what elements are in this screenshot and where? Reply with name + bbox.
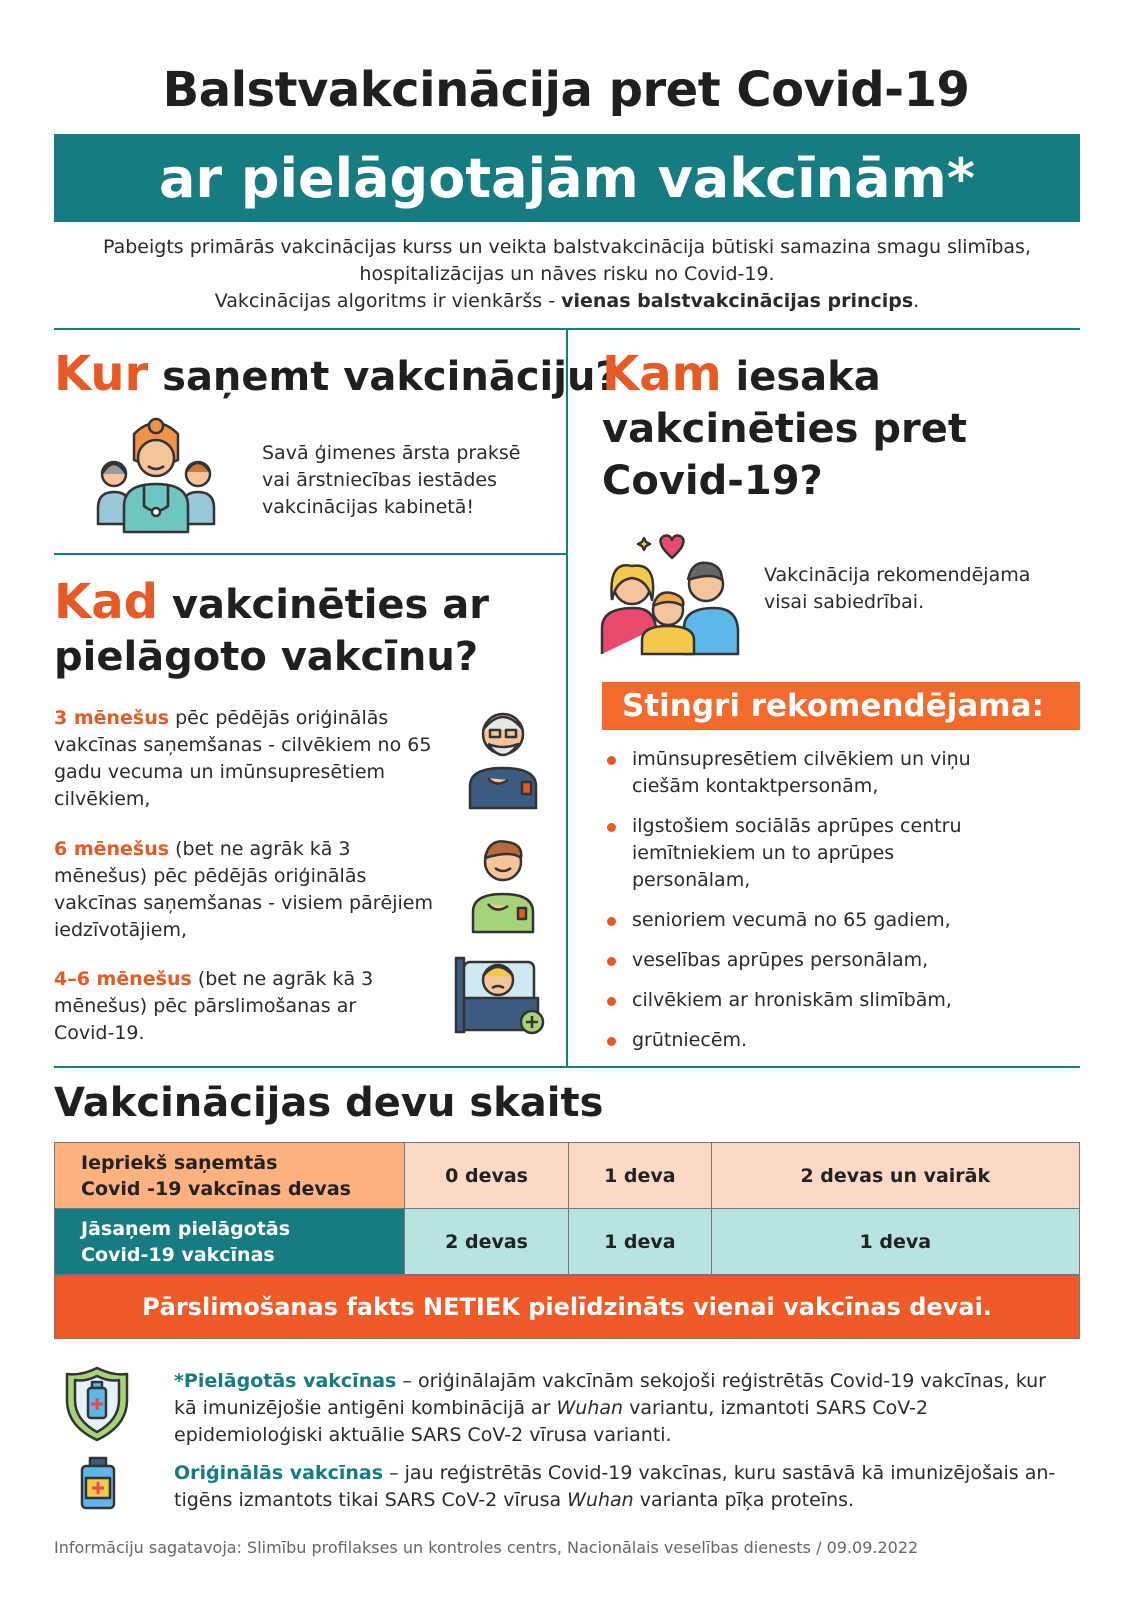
original-vaccines-term: Oriģinālās vakcīnas	[174, 1462, 384, 1484]
page-title: Balstvakcinācija pret Covid-19	[162, 62, 970, 118]
recovery-note-a: Pārslimošanas fakts	[142, 1293, 415, 1321]
intro-line-3a: Vakcinācijas algoritms ir vienkāršs -	[214, 290, 562, 312]
intro-line-2: hospitalizācijas un nāves risku no Covid-19.	[359, 263, 775, 285]
recommended-groups-list	[604, 746, 1004, 1067]
sick-patient-icon	[452, 950, 548, 1036]
adapted-text-1: – oriģinālajām vakcīnām sekojoši reģistrētās Covid-19 vakcīnas, kur kā imunizējošie antigēni kombinācijā ar	[174, 1370, 1046, 1419]
table-row	[55, 1209, 1080, 1275]
adapted-wuhan: Wuhan	[556, 1397, 624, 1419]
list-item: senioriem vecumā no 65 gadiem,	[604, 907, 1004, 934]
list-item: grūtniecēm.	[604, 1027, 1004, 1054]
row-label-required	[55, 1209, 405, 1275]
doses-table	[54, 1142, 1080, 1275]
when-item-1-lead: 3 mēnešus	[54, 707, 170, 729]
adapted-text-2: variantu, izmantoti SARS CoV-2 epidemioloģiski aktuālie SARS CoV-2 vīrusa varianti.	[174, 1397, 929, 1446]
row-label-received	[55, 1143, 405, 1209]
whom-heading-rest-1: iesaka	[721, 354, 881, 400]
young-man-icon	[470, 836, 536, 934]
whom-text: Vakcinācija rekomendējama visai sabiedrībai.	[764, 564, 1031, 613]
divider-vertical	[566, 328, 568, 1066]
whom-heading-rest-3: Covid-19?	[602, 458, 823, 504]
table-cell: 2 devas	[405, 1209, 569, 1275]
table-row	[55, 1143, 1080, 1209]
vaccine-vial-icon	[78, 1456, 118, 1510]
original-text-2: varianta pīķa proteīns.	[633, 1489, 855, 1511]
intro-principle: vienas balstvakcinācijas princips	[561, 290, 914, 312]
recovery-note	[54, 1275, 1080, 1339]
row-label-required-2: Covid-19 vakcīnas	[81, 1243, 275, 1266]
whom-heading-rest-2: vakcinēties pret	[602, 406, 967, 452]
recovery-note-c: pielīdzināts vienai vakcīnas devai.	[528, 1293, 992, 1321]
table-cell: 1 deva	[569, 1143, 711, 1209]
table-cell: 1 deva	[711, 1209, 1079, 1275]
when-item-2-lead: 6 mēnešus	[54, 838, 170, 860]
when-heading-accent: Kad	[54, 574, 158, 630]
intro-line-3	[54, 288, 1080, 315]
where-text: Savā ģimenes ārsta praksē vai ārstniecības iestādes vakcinācijas kabinetā!	[262, 442, 521, 518]
when-item-2	[54, 836, 434, 944]
when-item-3	[54, 966, 394, 1047]
when-item-3-lead: 4–6 mēnešus	[54, 968, 192, 990]
doctor-icon	[96, 414, 216, 534]
senior-man-icon	[466, 706, 540, 810]
intro-line-3c: .	[913, 290, 920, 312]
adapted-vaccines-definition	[174, 1368, 1074, 1449]
when-item-3-text: (bet ne agrāk kā 3 mēnešus) pēc pārslimošanas ar Covid-19.	[54, 968, 374, 1044]
table-cell: 1 deva	[569, 1209, 711, 1275]
whom-heading-accent: Kam	[602, 346, 722, 402]
table-cell: 0 devas	[405, 1143, 569, 1209]
row-label-received-2: Covid -19 vakcīnas devas	[81, 1177, 351, 1200]
row-label-received-1: Iepriekš saņemtās	[81, 1151, 278, 1174]
when-item-1	[54, 705, 434, 813]
when-heading-rest-1: vakcinēties ar	[157, 582, 489, 628]
list-item: ilgstošiem sociālās aprūpes centru iemītniekiem un to aprūpes personālam,	[604, 813, 1004, 894]
shield-vaccine-icon	[64, 1366, 130, 1442]
original-text-1: – jau reģistrētās Covid-19 vakcīnas, kuru sastāvā kā imunizējošais an-tigēns izmantots tikai SARS CoV-2 vīrusa	[174, 1462, 1056, 1511]
when-heading-rest-2: pielāgoto vakcīnu?	[54, 634, 479, 680]
doses-heading: Vakcinācijas devu skaits	[54, 1080, 604, 1126]
source-note: Informāciju sagatavoja: Slimību profilakses un kontroles centrs, Nacionālais veselības dienests / 09.09.2022	[54, 1538, 919, 1557]
intro-line-1: Pabeigts primārās vakcinācijas kurss un veikta balstvakcinācija būtiski samazina smagu slimības,	[102, 236, 1031, 258]
recovery-note-b: NETIEK	[423, 1293, 520, 1321]
when-heading	[54, 576, 489, 683]
table-cell: 2 devas un vairāk	[711, 1143, 1079, 1209]
title-banner: ar pielāgotajām vakcīnām*	[54, 134, 1080, 222]
intro-text	[54, 234, 1080, 315]
family-icon	[600, 530, 740, 656]
when-item-1-text: pēc pēdējās oriģinālās vakcīnas saņemšanas - cilvēkiem no 65 gadu vecuma un imūnsupresētiem cilvēkiem,	[54, 707, 432, 810]
list-item: cilvēkiem ar hroniskām slimībām,	[604, 987, 1004, 1014]
adapted-vaccines-term: *Pielāgotās vakcīnas	[174, 1370, 397, 1392]
where-heading	[54, 348, 619, 403]
list-item: imūnsupresētiem cilvēkiem un viņu ciešām kontaktpersonām,	[604, 746, 1004, 800]
list-item: veselības aprūpes personālam,	[604, 947, 1004, 974]
strongly-recommended-label: Stingri rekomendējama:	[602, 682, 1080, 730]
where-heading-accent: Kur	[54, 346, 149, 402]
where-heading-rest: saņemt vakcināciju?	[148, 354, 619, 400]
whom-heading	[602, 348, 967, 507]
row-label-required-1: Jāsaņem pielāgotās	[81, 1217, 291, 1240]
divider-left-middle	[54, 553, 566, 555]
original-vaccines-definition	[174, 1460, 1074, 1514]
when-item-2-text: (bet ne agrāk kā 3 mēnešus) pēc pēdējās oriģinālās vakcīnas saņemšanas - visiem pārējiem iedzīvotājiem,	[54, 838, 433, 941]
original-wuhan: Wuhan	[567, 1489, 634, 1511]
